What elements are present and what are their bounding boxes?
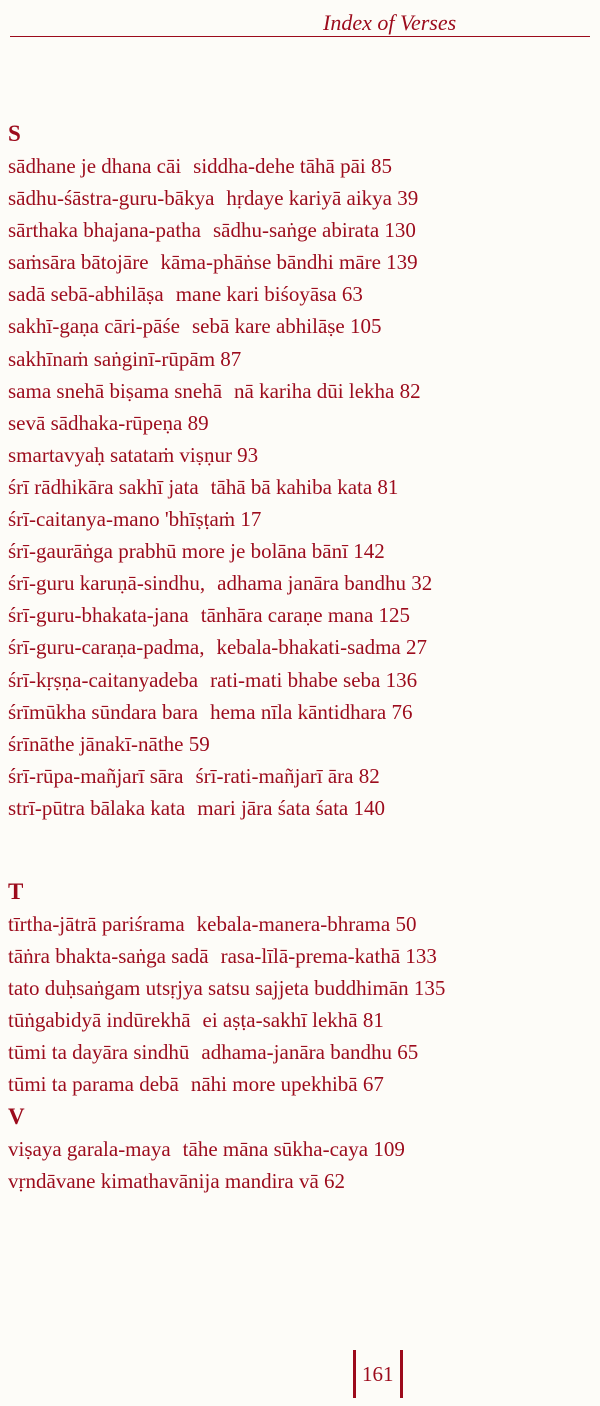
verse-first-half: sārthaka bhajana-patha	[8, 218, 201, 243]
verse-line	[8, 535, 592, 567]
section-v	[8, 1101, 592, 1197]
verse-line	[8, 246, 592, 278]
verse-first-half: śrī-kṛṣṇa-caitanyadeba	[8, 667, 199, 692]
section-s	[8, 118, 592, 824]
verse-first-half: sādhane je dhana cāi	[8, 154, 182, 178]
verse-line	[8, 631, 592, 663]
verse-line	[8, 278, 592, 310]
verse-line	[8, 310, 592, 342]
verse-line	[8, 972, 592, 1004]
verse-second-half: adhama-janāra bandhu 65	[201, 1040, 419, 1065]
verse-line	[8, 1036, 592, 1068]
verse-line	[8, 940, 592, 972]
verse-first-half: saṁsāra bātojāre	[8, 250, 149, 275]
verse-line	[8, 567, 592, 599]
verse-second-half: kāma-phāṅse bāndhi māre 139	[160, 250, 418, 275]
verse-second-half: kebala-manera-bhrama 50	[196, 912, 417, 936]
verse-list	[8, 150, 592, 824]
verse-first-half: viṣaya garala-maya	[8, 1137, 171, 1161]
verse-first-half: tīrtha-jātrā pariśrama	[8, 912, 185, 936]
verse-line	[8, 728, 592, 760]
verse-line	[8, 182, 592, 214]
verse-first-half: strī-pūtra bālaka kata	[8, 795, 186, 820]
running-head	[10, 8, 590, 37]
verse-line	[8, 439, 592, 471]
verse-first-half: śrī-guru-caraṇa-padma,	[8, 635, 205, 660]
verse-first-half: śrīnāthe jānakī-nāthe 59	[8, 731, 210, 756]
verse-first-half: śrīmūkha sūndara bara	[8, 699, 199, 724]
verse-line	[8, 343, 592, 375]
verse-line	[8, 1165, 592, 1197]
verse-first-half: sakhīnaṁ saṅginī-rūpām 87	[8, 346, 242, 371]
section-letter: S	[8, 121, 21, 146]
page-number-box	[353, 1350, 403, 1398]
verse-line	[8, 908, 592, 940]
verse-second-half: sādhu-saṅge abirata 130	[212, 218, 416, 243]
verse-second-half: śrī-rati-mañjarī āra 82	[195, 763, 380, 788]
verse-second-half: hṛdaye kariyā aikya 39	[226, 186, 419, 211]
verse-second-half: rasa-līlā-prema-kathā 133	[220, 944, 437, 969]
verse-first-half: sadā sebā-abhilāṣa	[8, 282, 164, 307]
verse-second-half: sebā kare abhilāṣe 105	[192, 314, 382, 339]
verse-first-half: sama snehā biṣama snehā	[8, 378, 223, 403]
verse-second-half: mari jāra śata śata 140	[197, 795, 385, 820]
verse-line	[8, 407, 592, 439]
verse-second-half: siddha-dehe tāhā pāi 85	[193, 154, 393, 178]
verse-line	[8, 1133, 592, 1165]
verse-line	[8, 1004, 592, 1036]
verse-second-half: tāhā bā kahiba kata 81	[210, 474, 399, 499]
verse-second-half: nāhi more upekhibā 67	[190, 1072, 384, 1097]
verse-second-half: kebala-bhakati-sadma 27	[216, 635, 427, 660]
verse-first-half: sevā sādhaka-rūpeṇa 89	[8, 410, 209, 435]
folio-rule-right	[400, 1350, 403, 1398]
verse-list	[8, 1133, 592, 1197]
verse-line	[8, 503, 592, 535]
verse-line	[8, 375, 592, 407]
verse-first-half: smartavyaḥ satataṁ viṣṇur 93	[8, 442, 259, 467]
verse-first-half: śrī-guru-bhakata-jana	[8, 603, 189, 628]
verse-first-half: sādhu-śāstra-guru-bākya	[8, 186, 215, 211]
verse-line	[8, 214, 592, 246]
verse-line	[8, 599, 592, 631]
page-number: 161	[362, 1361, 394, 1386]
verse-line	[8, 792, 592, 824]
section-letter: T	[8, 879, 24, 904]
verse-list	[8, 908, 592, 1101]
verse-line	[8, 696, 592, 728]
verse-second-half: adhama janāra bandhu 32	[217, 571, 433, 596]
verse-first-half: vṛndāvane kimathavānija mandira vā 62	[8, 1169, 346, 1194]
running-head-title: Index of Verses	[323, 10, 457, 35]
verse-line	[8, 471, 592, 503]
verse-first-half: tūmi ta parama debā	[8, 1072, 179, 1097]
verse-line	[8, 760, 592, 792]
verse-second-half: rati-mati bhabe seba 136	[210, 667, 418, 692]
verse-second-half: nā kariha dūi lekha 82	[234, 378, 421, 403]
verse-second-half: tānhāra caraṇe mana 125	[200, 603, 411, 628]
verse-first-half: tūṅgabidyā indūrekhā	[8, 1008, 191, 1033]
verse-second-half: ei aṣṭa-sakhī lekhā 81	[202, 1008, 384, 1033]
verse-first-half: śrī-rūpa-mañjarī sāra	[8, 763, 184, 788]
verse-first-half: śrī-guru karuṇā-sindhu,	[8, 571, 206, 596]
section-letter: V	[8, 1104, 25, 1129]
verse-second-half: mane kari biśoyāsa 63	[175, 282, 363, 307]
section-t	[8, 876, 592, 1101]
verse-first-half: sakhī-gaṇa cāri-pāśe	[8, 314, 180, 339]
verse-line	[8, 1068, 592, 1100]
verse-line	[8, 664, 592, 696]
verse-second-half: tāhe māna sūkha-caya 109	[182, 1137, 405, 1161]
verse-first-half: tāṅra bhakta-saṅga sadā	[8, 944, 209, 969]
verse-first-half: tato duḥsaṅgam utsṛjya satsu sajjeta buddhimān 135	[8, 976, 446, 1001]
verse-first-half: śrī-caitanya-mano 'bhīṣṭaṁ 17	[8, 507, 262, 532]
verse-first-half: śrī rādhikāra sakhī jata	[8, 474, 199, 499]
verse-first-half: tūmi ta dayāra sindhū	[8, 1040, 190, 1065]
verse-second-half: hema nīla kāntidhara 76	[210, 699, 413, 724]
verse-line	[8, 150, 592, 182]
verse-first-half: śrī-gaurāṅga prabhū more je bolāna bānī 142	[8, 539, 385, 564]
